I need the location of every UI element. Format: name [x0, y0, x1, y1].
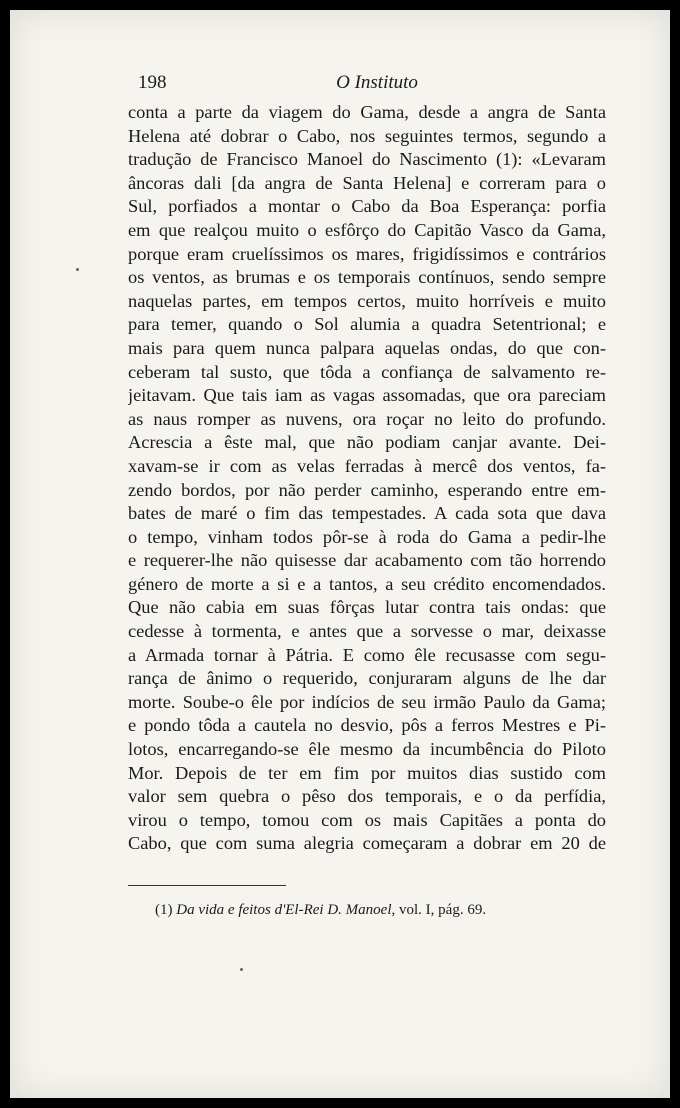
text-line: em que realçou muito o esfôrço do Capitão Vasco da Gama,	[128, 219, 606, 240]
footnote-marker: (1)	[155, 902, 173, 918]
text-line: porque eram cruelíssimos os mares, frigidíssimos e contrários	[128, 243, 606, 264]
text-line: conta a parte da viagem do Gama, desde a angra de Santa	[128, 102, 606, 122]
text-line: jeitavam. Que tais iam as vagas assomadas, que ora pareciam	[128, 385, 606, 406]
page-number: 198	[138, 72, 167, 93]
text-line: cedesse à tormenta, e antes que a sorvesse o mar, deixasse	[128, 621, 606, 642]
text-line: as naus romper as nuvens, ora roçar no leito do profundo.	[128, 408, 606, 429]
text-line: naquelas partes, em tempos certos, muito horríveis e muito	[128, 290, 606, 311]
text-line: e requerer-lhe não quisesse dar acabamento com tão horrendo	[128, 550, 606, 571]
text-line: o tempo, vinham todos pôr-se à roda do Gama a pedir-lhe	[128, 526, 606, 547]
text-line: tradução de Francisco Manoel do Nascimento (1): «Levaram	[128, 149, 606, 170]
footnote-rule	[128, 885, 286, 886]
text-line: xavam-se ir com as velas ferradas à mercê dos ventos, fa-	[128, 455, 606, 476]
text-line: Acrescia a êste mal, que não podiam canjar avante. Dei-	[128, 432, 606, 453]
text-line: virou o tempo, tomou com os mais Capitães a ponta do	[128, 809, 606, 830]
footnote-title: Da vida e feitos d'El-Rei D. Manoel	[176, 902, 392, 918]
text-line: Sul, porfiados a montar o Cabo da Boa Esperança: porfia	[128, 196, 606, 217]
paper-speck	[240, 968, 243, 971]
text-line: mais para quem nunca palpara aquelas ondas, do que con-	[128, 337, 606, 358]
text-line: a Armada tornar à Pátria. E como êle recusasse com segu-	[128, 644, 606, 665]
text-line: para temer, quando o Sol alumia a quadra Setentrional; e	[128, 314, 606, 335]
text-line: bates de maré o fim das tempestades. A cada sota que dava	[128, 503, 606, 524]
text-line: lotos, encarregando-se êle mesmo da incumbência do Piloto	[128, 739, 606, 760]
text-line: âncoras dali [da angra de Santa Helena] e correram para o	[128, 172, 606, 193]
text-line: e pondo tôda a cautela no desvio, pôs a ferros Mestres e Pi-	[128, 715, 606, 736]
text-line: Helena até dobrar o Cabo, nos seguintes termos, segundo a	[128, 125, 606, 146]
text-line: os ventos, as brumas e os temporais contínuos, sendo sempre	[128, 267, 606, 288]
page-header	[138, 72, 616, 98]
text-line: valor sem quebra o pêso dos temporais, e o da perfídia,	[128, 786, 606, 807]
text-line: Cabo, que com suma alegria começaram a dobrar em 20 de	[128, 833, 606, 854]
text-line: zendo bordos, por não perder caminho, esperando entre em-	[128, 479, 606, 500]
text-line: Mor. Depois de ter em fim por muitos dias sustido com	[128, 762, 606, 783]
footnote	[155, 902, 606, 919]
paper-speck	[76, 268, 79, 271]
text-line: Que não cabia em suas fôrças lutar contra tais ondas: que	[128, 597, 606, 618]
footnote-rest: , vol. I, pág. 69.	[391, 902, 487, 918]
text-line: morte. Soube-o êle por indícios de seu irmão Paulo da Gama;	[128, 691, 606, 712]
text-line: ceberam tal susto, que tôda a confiança de salvamento re-	[128, 361, 606, 382]
body-text	[128, 101, 606, 856]
text-line: género de morte a si e a tantos, a seu crédito encomendados.	[128, 573, 606, 594]
text-line: rança de ânimo o requerido, conjuraram alguns de lhe dar	[128, 668, 606, 689]
running-title: O Instituto	[336, 72, 418, 93]
